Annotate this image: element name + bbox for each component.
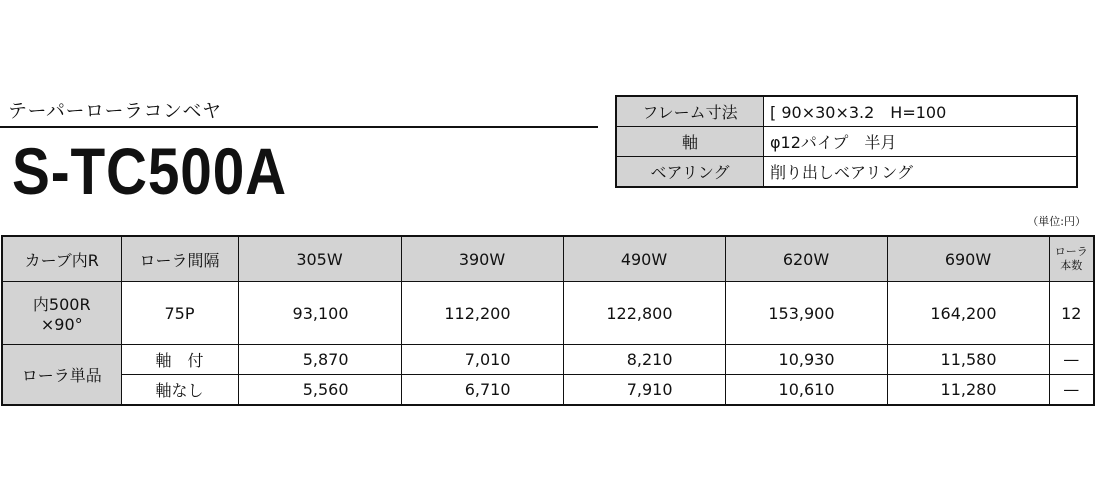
- curve-radius-cell: [2, 282, 121, 345]
- price-cell: 11,280: [887, 375, 1049, 406]
- radius-line: 内500R: [32, 295, 91, 314]
- table-row: [2, 375, 1094, 406]
- roller-count-cell: —: [1049, 375, 1094, 406]
- price-cell: 122,800: [563, 282, 725, 345]
- price-cell: 7,910: [563, 375, 725, 406]
- price-cell: 153,900: [725, 282, 887, 345]
- row-label: 軸 付: [121, 345, 238, 375]
- spec-row-shaft: [616, 127, 1077, 157]
- spec-table: [615, 95, 1078, 188]
- spec-row-bearing: [616, 157, 1077, 188]
- price-cell: 5,560: [238, 375, 401, 406]
- spec-value: φ12パイプ 半月: [764, 127, 1078, 157]
- price-cell: 93,100: [238, 282, 401, 345]
- column-header: ローラ間隔: [121, 236, 238, 282]
- price-cell: 112,200: [401, 282, 563, 345]
- price-cell: 7,010: [401, 345, 563, 375]
- model-number: S-TC500A: [12, 134, 287, 208]
- column-header-roller-count: [1049, 236, 1094, 282]
- price-cell: 10,610: [725, 375, 887, 406]
- column-header: 305W: [238, 236, 401, 282]
- single-roller-label: ローラ単品: [2, 345, 121, 406]
- column-header: 490W: [563, 236, 725, 282]
- header-line: 本数: [1060, 259, 1083, 272]
- product-category: テーパーローラコンベヤ: [8, 100, 222, 122]
- roller-count-cell: 12: [1049, 282, 1094, 345]
- radius-line: ×90°: [40, 315, 83, 334]
- title-underline: [0, 126, 598, 128]
- price-cell: 8,210: [563, 345, 725, 375]
- price-cell: 6,710: [401, 375, 563, 406]
- column-header: 620W: [725, 236, 887, 282]
- spec-value: [ 90×30×3.2 H=100: [764, 96, 1078, 127]
- price-cell: 5,870: [238, 345, 401, 375]
- column-header: カーブ内R: [2, 236, 121, 282]
- column-header: 690W: [887, 236, 1049, 282]
- price-cell: 11,580: [887, 345, 1049, 375]
- spec-row-frame: [616, 96, 1077, 127]
- table-row: [2, 345, 1094, 375]
- unit-note: （単位:円）: [1027, 215, 1086, 228]
- row-label: 軸なし: [121, 375, 238, 406]
- spec-label: フレーム寸法: [616, 96, 764, 127]
- price-cell: 164,200: [887, 282, 1049, 345]
- column-header: 390W: [401, 236, 563, 282]
- table-header-row: [2, 236, 1094, 282]
- header-line: ローラ: [1054, 245, 1088, 258]
- roller-count-cell: —: [1049, 345, 1094, 375]
- spec-label: ベアリング: [616, 157, 764, 188]
- price-table: [1, 235, 1095, 406]
- table-row: [2, 282, 1094, 345]
- spec-value: 削り出しベアリング: [764, 157, 1078, 188]
- roller-pitch-cell: 75P: [121, 282, 238, 345]
- price-cell: 10,930: [725, 345, 887, 375]
- spec-label: 軸: [616, 127, 764, 157]
